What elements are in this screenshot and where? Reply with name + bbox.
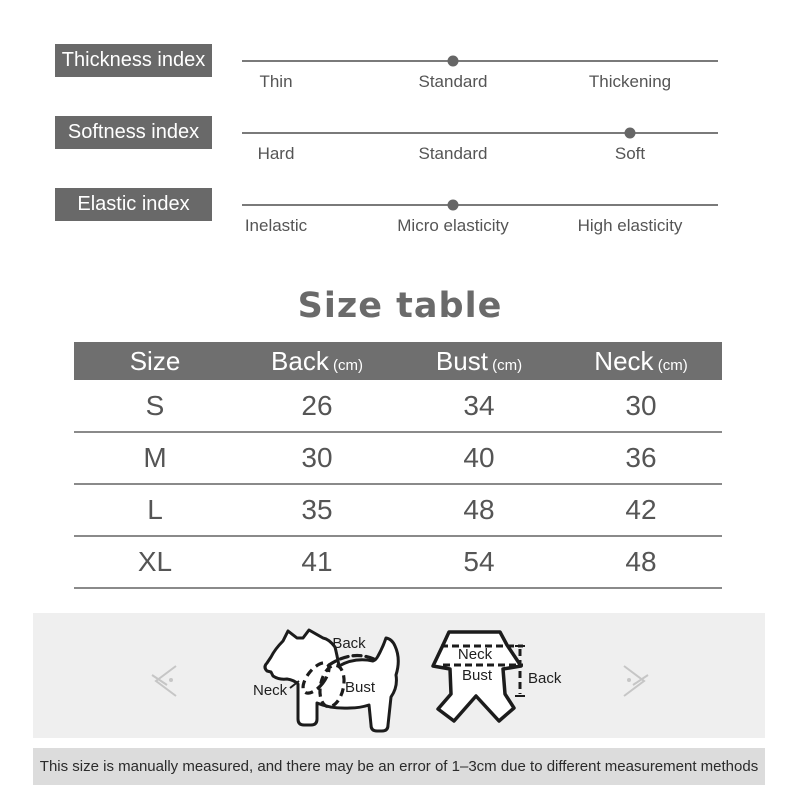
thickness-index-label: Thickness index xyxy=(55,44,212,77)
size-table xyxy=(74,342,722,589)
slider-track xyxy=(242,60,718,62)
cell-back: 30 xyxy=(236,432,398,484)
slider-dot xyxy=(625,128,636,139)
dog-measurement-diagram xyxy=(245,619,425,739)
cell-neck: 30 xyxy=(560,380,722,432)
slider-stop-label: Soft xyxy=(614,144,646,163)
size-table-header-row xyxy=(74,342,722,380)
slider-track xyxy=(242,132,718,134)
dog-bust-label: Bust xyxy=(345,679,376,696)
thickness-index-row xyxy=(0,44,800,116)
garment-bust-label: Bust xyxy=(461,667,493,684)
cell-size: S xyxy=(74,380,236,432)
slider-stop-label: Micro elasticity xyxy=(397,216,509,235)
table-row xyxy=(74,380,722,432)
table-row xyxy=(74,484,722,536)
slider-track xyxy=(242,204,718,206)
slider-stop-label: High elasticity xyxy=(577,216,683,235)
thickness-index-slider xyxy=(242,60,718,110)
dog-back-label: Back xyxy=(332,635,366,652)
slider-dot xyxy=(448,200,459,211)
cell-bust: 54 xyxy=(398,536,560,588)
slider-stop-label: Standard xyxy=(418,72,488,91)
cell-neck: 42 xyxy=(560,484,722,536)
cell-neck: 36 xyxy=(560,432,722,484)
decorative-arrow-right-icon xyxy=(616,661,650,701)
slider-stop-label: Thin xyxy=(259,72,293,91)
cell-back: 41 xyxy=(236,536,398,588)
size-table-title: Size table xyxy=(297,286,503,326)
elastic-index-row xyxy=(0,188,800,260)
softness-index-row xyxy=(0,116,800,188)
header-back: Back (cm) xyxy=(236,342,398,380)
garment-neck-label: Neck xyxy=(457,646,493,663)
garment-measurement-diagram xyxy=(428,619,588,739)
slider-stop-label: Thickening xyxy=(588,72,672,91)
decorative-arrow-left-icon xyxy=(150,661,184,701)
softness-index-label: Softness index xyxy=(55,116,212,149)
measurement-disclaimer: This size is manually measured, and there may be an error of 1–3cm due to different measurement methods xyxy=(33,748,765,785)
header-neck: Neck (cm) xyxy=(560,342,722,380)
cell-size: M xyxy=(74,432,236,484)
elastic-index-label: Elastic index xyxy=(55,188,212,221)
table-row xyxy=(74,432,722,484)
garment-back-label: Back xyxy=(528,670,562,687)
table-row xyxy=(74,536,722,588)
cell-bust: 34 xyxy=(398,380,560,432)
cell-size: L xyxy=(74,484,236,536)
slider-stop-label: Hard xyxy=(257,144,295,163)
header-size: Size xyxy=(74,342,236,380)
slider-stop-label: Standard xyxy=(418,144,488,163)
softness-index-slider xyxy=(242,132,718,182)
dog-neck-label: Neck xyxy=(253,682,288,699)
measurement-diagram-band xyxy=(33,613,765,738)
cell-bust: 48 xyxy=(398,484,560,536)
slider-dot xyxy=(448,56,459,67)
cell-back: 26 xyxy=(236,380,398,432)
cell-back: 35 xyxy=(236,484,398,536)
fabric-indices xyxy=(0,44,800,260)
elastic-index-slider xyxy=(242,204,718,254)
cell-size: XL xyxy=(74,536,236,588)
cell-bust: 40 xyxy=(398,432,560,484)
slider-stop-label: Inelastic xyxy=(244,216,308,235)
header-bust: Bust (cm) xyxy=(398,342,560,380)
cell-neck: 48 xyxy=(560,536,722,588)
